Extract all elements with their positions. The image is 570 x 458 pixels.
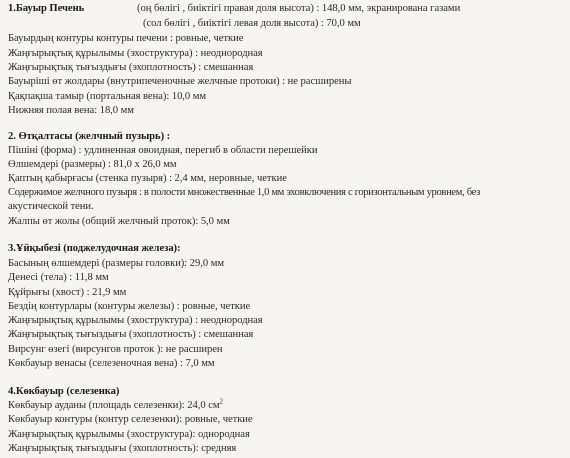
pancreas-echostructure: Жаңғырықтық құрылымы (эхоструктура) : неоднородная — [8, 315, 263, 326]
gallbladder-cbd: Жалпы өт жолы (общий желчный проток): 5,0 мм — [8, 216, 230, 227]
spleen-contours: Көкбауыр контуры (контур селезенки): ровные, четкие — [8, 414, 253, 425]
liver-ivc: Нижняя полая вена: 18,0 мм — [8, 105, 134, 116]
liver-echodensity: Жаңғырықтық тығыздығы (эхоплотность) : смешанная — [8, 62, 254, 73]
pancreas-contours: Бездiң контурлары (контуры железы) : ровные, четкие — [8, 301, 251, 312]
section-title-spleen: 4.Көкбауыр (селезенка) — [8, 386, 120, 397]
gallbladder-contents-line-2: акустической тени. — [8, 201, 94, 212]
liver-echostructure: Жаңғырықтық құрылымы (эхоструктура) : неоднородная — [8, 48, 263, 59]
pancreas-splenic-vein: Көкбауыр венасы (селезеночная вена) : 7,0 мм — [8, 358, 215, 369]
spleen-area-unit-exponent: 2 — [219, 397, 223, 406]
liver-left-lobe: (сол бөлігі , биіктігі левая доля высота) : 70,0 мм — [143, 18, 361, 29]
section-title-pancreas: 3.Ұйқыбезі (поджелудочная железа): — [8, 243, 181, 254]
spleen-area — [8, 397, 223, 412]
gallbladder-size: Өлшемдерi (размеры) : 81,0 х 26,0 мм — [8, 159, 177, 170]
gallbladder-contents-line-1: Содержимое желчного пузыря : в полости множественные 1,0 мм эховключения с горизонтальным уровнем, без — [8, 187, 480, 198]
pancreas-wirsung: Вирсунг өзегi (вирсунгов проток ): не расширен — [8, 344, 223, 355]
spleen-echodensity: Жаңғырықтық тығыздығы (эхоплотность): средняя — [8, 443, 237, 454]
section-title-gallbladder: 2. Өтқалтасы (желчный пузырь) : — [8, 131, 171, 142]
gallbladder-shape: Пiшiнi (форма) : удлиненная овоидная, перегиб в области перешейки — [8, 145, 318, 156]
pancreas-tail: Құйрығы (хвост) : 21,9 мм — [8, 287, 127, 298]
liver-bile-ducts: Бауырішi өт жолдары (внутрипеченочные желчные протоки) : не расширены — [8, 76, 352, 87]
spleen-echostructure: Жаңғырықтық құрылымы (эхоструктура): однородная — [8, 429, 250, 440]
pancreas-head: Басының өлшемдерi (размеры головки): 29,0 мм — [8, 258, 225, 269]
liver-portal-vein: Қақпақша тамыр (портальная вена): 10,0 мм — [8, 91, 207, 102]
section-title-liver: 1.Бауыр Печень — [8, 3, 85, 14]
pancreas-body: Денесi (тела) : 11,8 мм — [8, 272, 109, 283]
pancreas-echodensity: Жаңғырықтық тығыздығы (эхоплотность) : смешанная — [8, 329, 254, 340]
liver-right-lobe: (оң бөлігі , биіктігі правая доля высота) : 148,0 мм, экранирована газами — [137, 3, 461, 14]
spleen-area-text: Көкбауыр ауданы (площадь селезенки): 24,0 см — [8, 400, 220, 411]
gallbladder-wall: Қаптың қабырғасы (стенка пузыря) : 2,4 мм, неровные, четкие — [8, 173, 287, 184]
liver-contours: Бауырдың контуры контуры печени : ровные, четкие — [8, 33, 244, 44]
